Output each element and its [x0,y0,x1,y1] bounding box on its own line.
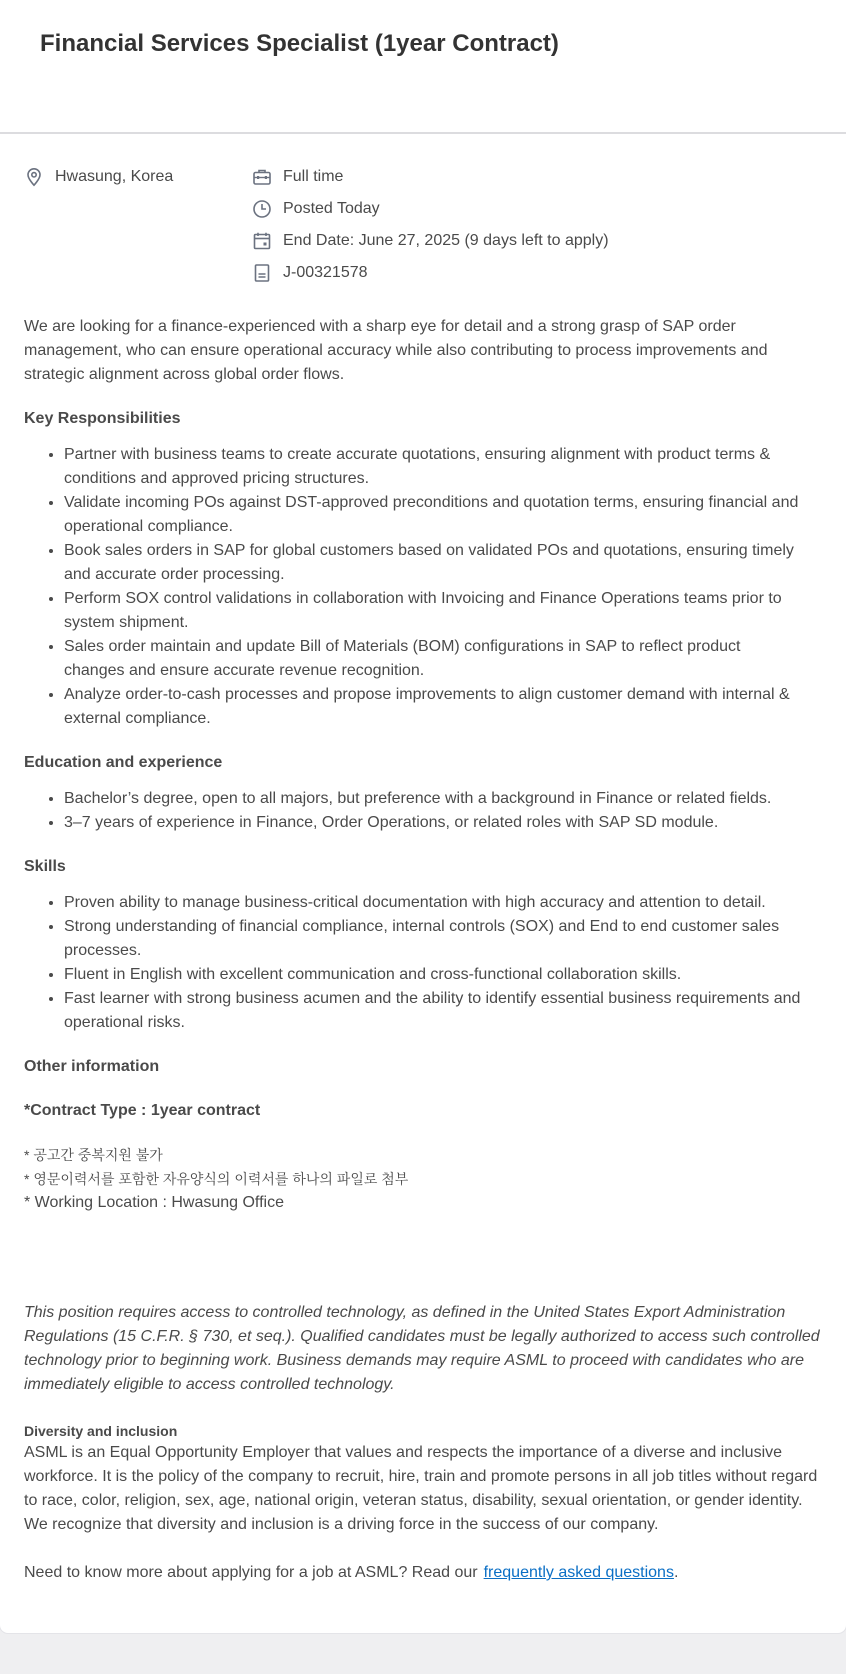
job-time-type [252,165,343,189]
faq-line [24,1561,824,1585]
list-item: • Partner with business teams to create accurate quotations, ensuring alignment with product terms & conditions and approved pricing structures. [64,443,804,491]
job-header [0,0,846,134]
calendar-icon [252,231,272,251]
list-item: • Book sales orders in SAP for global customers based on validated POs and quotations, ensuring timely and accurate order processing. [64,539,804,587]
list-item: • Analyze order-to-cash processes and propose improvements to align customer demand with internal & external compliance. [64,683,804,731]
diversity-heading: Diversity and inclusion [24,1423,178,1439]
job-time-type-text: Full time [283,168,344,185]
job-description [24,315,824,1585]
faq-link[interactable]: frequently asked questions [483,1564,674,1581]
list-item: • Fast learner with strong business acumen and the ability to identify essential business requirements and operational risks. [64,987,804,1035]
faq-suffix: . [673,1564,679,1581]
note-line: * 공고간 중복지원 불가 [24,1147,163,1163]
job-id-text: J-00321578 [283,264,368,281]
list-item: • Proven ability to manage business-critical documentation with high accuracy and attention to detail. [64,891,804,915]
job-end-date-text: End Date: June 27, 2025 (9 days left to apply) [283,232,609,249]
other-info-heading: Other information [24,1058,160,1075]
job-id [252,261,368,285]
list-item: • Perform SOX control validations in collaboration with Invoicing and Finance Operations teams prior to system shipment. [64,587,804,635]
responsibilities-list [24,443,804,731]
briefcase-icon [252,167,272,187]
document-icon [252,263,272,283]
education-heading: Education and experience [24,754,223,771]
diversity-text: ASML is an Equal Opportunity Employer that values and respects the importance of a diverse and inclusive workforce. It is the policy of the company to recruit, hire, train and promote persons in all job titles without regard to race, color, religion, sex, age, national origin, veteran status, disability, sexual orientation, or gender identity. We recognize that diversity and inclusion is a driving force in the success of our company. [24,1444,818,1533]
job-location-text: Hwasung, Korea [55,168,174,185]
job-posted-text: Posted Today [283,200,380,217]
location-pin-icon [24,167,44,187]
job-title: Financial Services Specialist (1year Contract) [40,30,559,57]
responsibilities-heading: Key Responsibilities [24,410,181,427]
job-posted [252,197,380,221]
education-list [24,787,804,835]
other-notes [24,1143,824,1215]
contract-type: *Contract Type : 1year contract [24,1102,261,1119]
export-notice: This position requires access to controlled technology, as defined in the United States Export Administration Regulations (15 C.F.R. § 730, et seq.). Qualified candidates must be legally authorized to access such controlled technology prior to beginning work. Business demands may require ASML to proceed with candidates who are immediately eligible to access controlled technology. [24,1304,820,1393]
list-item: • Bachelor’s degree, open to all majors, but preference with a background in Finance or related fields. [64,787,804,811]
note-line: * 영문이력서를 포함한 자유양식의 이력서를 하나의 파일로 첨부 [24,1171,409,1187]
skills-heading: Skills [24,858,66,875]
clock-icon [252,199,272,219]
list-item: • 3–7 years of experience in Finance, Order Operations, or related roles with SAP SD module. [64,811,804,835]
faq-prefix: Need to know more about applying for a job at ASML? Read our [24,1564,478,1581]
list-item: • Validate incoming POs against DST-approved preconditions and quotation terms, ensuring financial and operational compliance. [64,491,804,539]
list-item: • Sales order maintain and update Bill of Materials (BOM) configurations in SAP to reflect product changes and ensure accurate revenue recognition. [64,635,804,683]
job-end-date [252,229,609,253]
intro-paragraph: We are looking for a finance-experienced with a sharp eye for detail and a strong grasp of SAP order management, who can ensure operational accuracy while also contributing to process improvements and strategic alignment across global order flows. [24,318,768,383]
note-line: * Working Location : Hwasung Office [24,1194,284,1211]
job-location [24,165,173,189]
list-item: • Fluent in English with excellent communication and cross-functional collaboration skills. [64,963,804,987]
skills-list [24,891,804,1035]
list-item: • Strong understanding of financial compliance, internal controls (SOX) and End to end customer sales processes. [64,915,804,963]
